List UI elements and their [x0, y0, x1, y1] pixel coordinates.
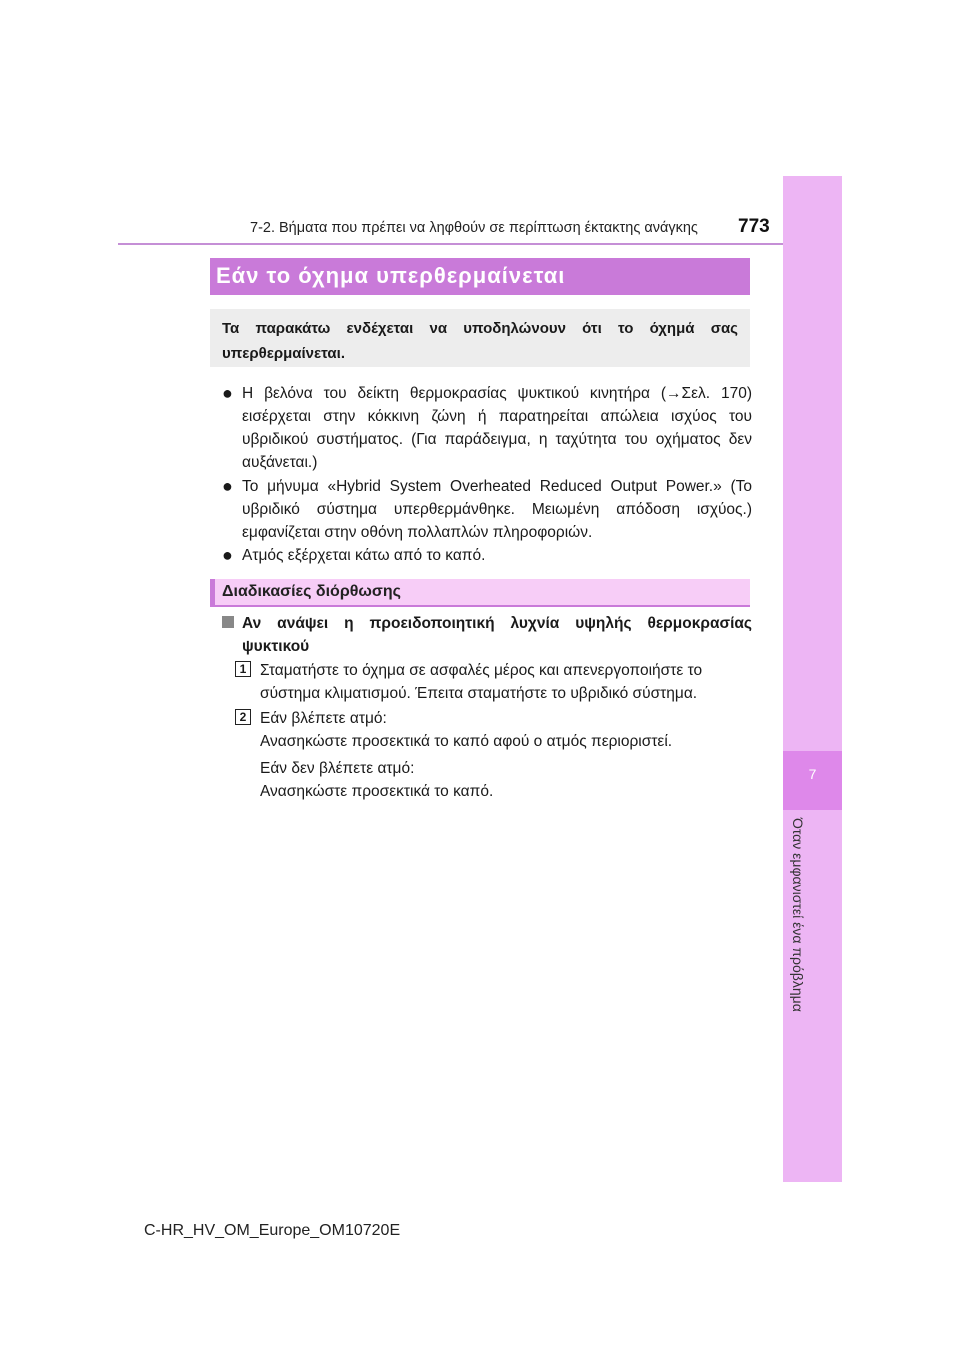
- header-section-path: 7-2. Βήματα που πρέπει να ληφθούν σε περίπτωση έκτακτης ανάγκης: [250, 220, 698, 236]
- chapter-title-vertical: Όταν εμφανιστεί ένα πρόβλημα: [790, 818, 806, 1012]
- chapter-number: 7: [808, 766, 817, 782]
- header-divider: [118, 243, 841, 245]
- step-number-box: 1: [235, 661, 251, 677]
- step-text: [260, 707, 750, 753]
- section-title: Εάν το όχημα υπερθερμαίνεται: [216, 263, 566, 288]
- step-line: Εάν δεν βλέπετε ατμό:: [260, 760, 415, 777]
- procedure-heading-text: Αν ανάψει η προειδοποιητική λυχνία υψηλής θερμοκρασίας ψυκτικού: [242, 615, 752, 655]
- step-line: σύστημα κλιματισμού. Έπειτα σταματήστε το υβριδικό σύστημα.: [260, 685, 698, 702]
- bullet-item: [222, 544, 752, 567]
- square-bullet-icon: [222, 616, 234, 628]
- page-number: 773: [738, 216, 770, 237]
- step-line: Ανασηκώστε προσεκτικά το καπό.: [260, 783, 494, 800]
- bullet-item: [222, 382, 752, 474]
- step-line: Ανασηκώστε προσεκτικά το καπό αφού ο ατμός περιοριστεί.: [260, 733, 673, 750]
- procedure-heading: [222, 612, 752, 658]
- step-extra-text: [260, 757, 750, 803]
- bullet-dot-icon: ●: [222, 476, 233, 496]
- bullet-item: [222, 475, 752, 544]
- subsection-bar-accent: [210, 579, 215, 607]
- step-number-box: 2: [235, 709, 251, 725]
- step-line: Σταματήστε το όχημα σε ασφαλές μέρος και απενεργοποιήστε το: [260, 662, 703, 679]
- bullet-text: Το μήνυμα «Hybrid System Overheated Reduced Output Power.» (Το υβριδικό σύστημα υπερθερμάνθηκε. Μειωμένη απόδοση ισχύος.) εμφανίζεται στην οθόνη πολλαπλών πληροφοριών.: [242, 478, 752, 541]
- bullet-text: Ατμός εξέρχεται κάτω από το καπό.: [242, 547, 486, 564]
- intro-box: Τα παρακάτω ενδέχεται να υποδηλώνουν ότι το όχημά σας υπερθερμαίνεται.: [210, 309, 750, 367]
- bullet-text: Η βελόνα του δείκτη θερμοκρασίας ψυκτικού κινητήρα (→Σελ. 170) εισέρχεται στην κόκκινη ζώνη ή παρατηρείται απώλεια ισχύος του υβριδικού συστήματος. (Για παράδειγμα, η ταχύτητα του οχήματος δεν αυξάνεται.): [242, 385, 752, 471]
- subsection-title: Διαδικασίες διόρθωσης: [222, 583, 401, 600]
- bullet-dot-icon: ●: [222, 545, 233, 565]
- step-text: [260, 659, 750, 705]
- bullet-dot-icon: ●: [222, 383, 233, 403]
- footer-doc-id: C-HR_HV_OM_Europe_OM10720E: [144, 1222, 401, 1239]
- step-line: Εάν βλέπετε ατμό:: [260, 710, 387, 727]
